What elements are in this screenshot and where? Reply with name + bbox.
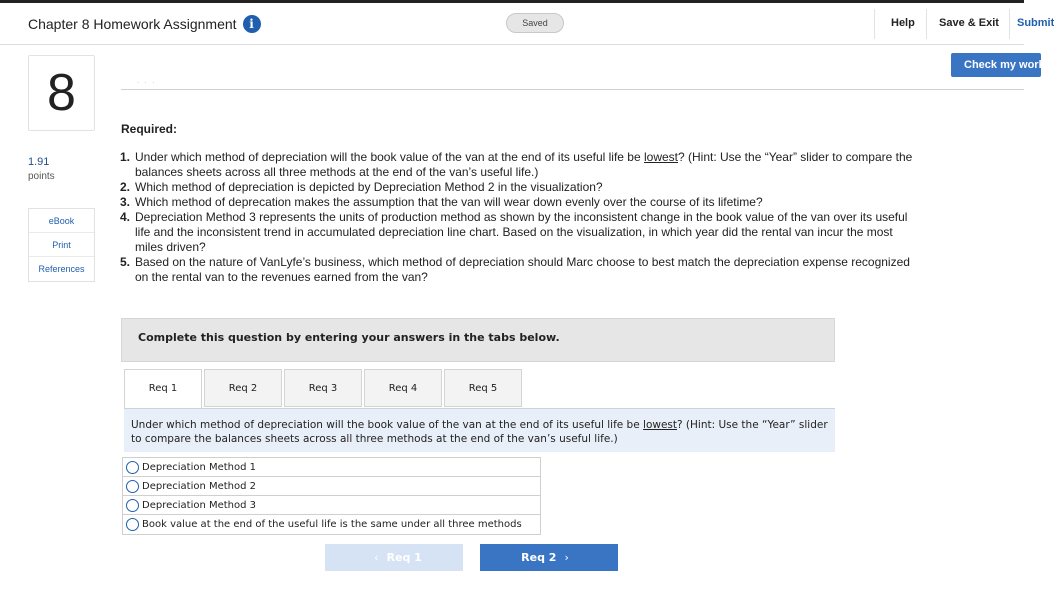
resource-links — [28, 208, 95, 282]
chevron-right-icon: › — [564, 551, 569, 564]
app-header — [0, 3, 1054, 45]
radio-button[interactable] — [126, 480, 139, 493]
chevron-left-icon: ‹ — [374, 551, 379, 564]
option-row[interactable] — [123, 458, 540, 477]
required-item — [120, 195, 920, 210]
text-segment: Under which method of depreciation will the book value of the van at the end of its useful life be — [131, 419, 644, 431]
instruction-box — [121, 318, 835, 362]
underlined-word: lowest — [643, 419, 678, 431]
required-item-number: 3. — [120, 195, 131, 209]
required-item-text: Depreciation Method 3 represents the units of production method as shown by the inconsistent change in the book value of the van over its useful life and the inconsistent trend in accumulated depreciation line chart. Based on the visualization, in which year did the rental van incur the most miles driven? — [135, 210, 908, 254]
header-divider — [1009, 9, 1010, 39]
option-label: Depreciation Method 1 — [142, 461, 257, 473]
question-number: 8 — [47, 64, 76, 122]
required-item-text: Which method of deprecation makes the assumption that the van will wear down evenly over the course of its lifetime? — [135, 195, 763, 209]
radio-button[interactable] — [126, 499, 139, 512]
text-segment: ? (Hint: Use the “Year” slider to compare the balances sheets across all three methods at the end of the van’s useful life.) — [135, 150, 913, 179]
tab-req-1[interactable]: Req 1 — [124, 369, 202, 409]
tab-req-3[interactable]: Req 3 — [284, 369, 362, 407]
required-item — [120, 150, 920, 180]
assignment-title — [28, 15, 261, 33]
question-number-box — [28, 55, 95, 131]
saved-status-badge: Saved — [506, 13, 564, 33]
required-item-number: 2. — [120, 180, 131, 194]
points-value: 1.91 — [28, 156, 50, 168]
content-divider — [121, 89, 1024, 90]
option-label: Book value at the end of the useful life is the same under all three methods — [142, 519, 522, 530]
option-row[interactable] — [123, 515, 540, 534]
tab-req-5[interactable]: Req 5 — [444, 369, 522, 407]
required-item — [120, 255, 920, 285]
scroll-dots: · · · — [137, 80, 157, 86]
required-item-number: 5. — [120, 255, 131, 269]
required-item-text: Based on the nature of VanLyfe’s business, which method of depreciation should Marc choose to best match the depreciation expense recognized on the rental van to the revenues earned from the van? — [135, 255, 910, 284]
required-list — [120, 150, 920, 285]
prev-req-button[interactable] — [325, 544, 463, 571]
radio-button[interactable] — [126, 461, 139, 474]
required-item — [120, 210, 920, 255]
references-link[interactable]: References — [38, 264, 85, 274]
ebook-link[interactable]: eBook — [29, 209, 94, 233]
prev-req-label: Req 1 — [386, 551, 422, 564]
option-label: Depreciation Method 2 — [142, 480, 257, 492]
text-segment: Under which method of depreciation will the book value of the van at the end of its useful life be — [135, 150, 644, 164]
required-item-number: 4. — [120, 210, 131, 224]
help-button[interactable]: Help — [891, 17, 915, 29]
assignment-title-text: Chapter 8 Homework Assignment — [28, 16, 237, 32]
radio-button[interactable] — [126, 518, 139, 531]
required-item — [120, 180, 920, 195]
question-text — [131, 418, 831, 446]
required-heading: Required: — [121, 122, 178, 136]
print-link[interactable]: Print — [29, 233, 94, 257]
points-label: points — [28, 171, 55, 182]
info-icon[interactable]: i — [243, 15, 261, 33]
instruction-text: Complete this question by entering your answers in the tabs below. — [138, 331, 560, 344]
answer-options — [122, 457, 541, 535]
header-divider — [874, 9, 875, 39]
check-my-work-button[interactable]: Check my work — [951, 53, 1041, 77]
required-item-number: 1. — [120, 150, 131, 164]
question-panel — [124, 408, 835, 452]
underlined-word: lowest — [643, 150, 678, 164]
tab-req-2[interactable]: Req 2 — [204, 369, 282, 407]
option-row[interactable] — [123, 477, 540, 496]
next-req-label: Req 2 — [521, 551, 557, 564]
save-exit-button[interactable]: Save & Exit — [939, 17, 999, 29]
option-row[interactable] — [123, 496, 540, 515]
header-divider — [926, 9, 927, 39]
next-req-button[interactable] — [480, 544, 618, 571]
required-item-text — [135, 150, 920, 180]
text-segment: ? (Hint: Use the “Year” slider to compare the balances sheets across all three methods at the end of the van’s useful life.) — [131, 419, 828, 445]
submit-button[interactable]: Submit — [1017, 17, 1054, 29]
tab-req-4[interactable]: Req 4 — [364, 369, 442, 407]
req-tabs — [124, 369, 524, 409]
option-label: Depreciation Method 3 — [142, 499, 257, 511]
required-item-text: Which method of depreciation is depicted by Depreciation Method 2 in the visualization? — [135, 180, 603, 194]
